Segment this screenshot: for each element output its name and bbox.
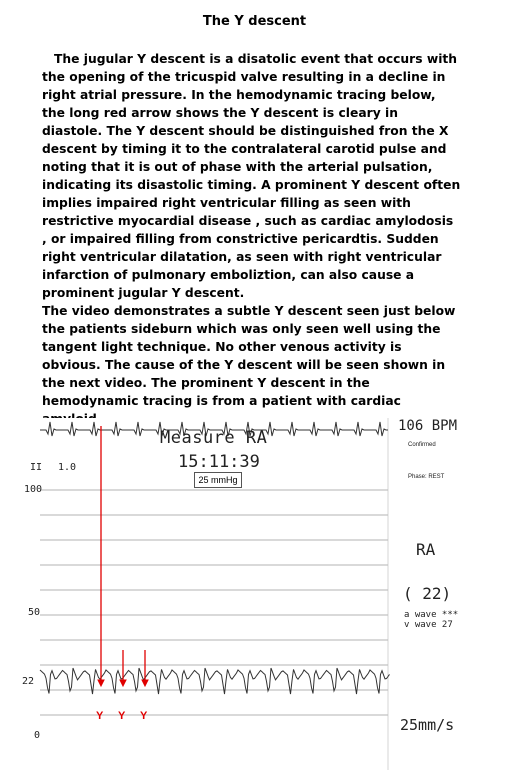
y-descent-arrowhead xyxy=(98,680,104,686)
y-descent-arrowhead xyxy=(120,680,126,686)
confirmed-label: Confirmed xyxy=(408,442,436,448)
y-marker: Y xyxy=(140,710,148,722)
sweep-speed: 25mm/s xyxy=(400,716,455,734)
y-descent-arrows xyxy=(98,426,148,686)
a-wave-value: a wave *** xyxy=(404,610,459,620)
y-marker: Y xyxy=(96,710,104,722)
channel-label: RA xyxy=(416,540,436,559)
axis-label-0: 0 xyxy=(34,730,41,741)
paragraph-video: The video demonstrates a subtle Y descent seen just below the patients sideburn which was only seen well using the tangent light technique. No other venous activity is obvious. The cause of the Y descent will be seen shown in the next video. The prominent Y descent in the hemodynamic tracing is from a patient with cardiac xyxy=(42,304,456,408)
scale-box: 25 mmHg xyxy=(194,472,242,488)
y-descent-arrowhead xyxy=(142,680,148,686)
hemodynamic-tracing xyxy=(18,418,470,770)
y-marker: Y xyxy=(118,710,126,722)
clock-time: 15:11:39 xyxy=(178,452,260,472)
gain-label: 1.0 xyxy=(58,462,77,473)
axis-label-22: 22 xyxy=(22,676,35,687)
mean-pressure: ( 22) xyxy=(403,584,452,603)
axis-label-50: 50 xyxy=(28,607,41,618)
heart-rate: 106 BPM xyxy=(398,418,458,434)
lead-label: II xyxy=(30,462,43,473)
axis-label-100: 100 xyxy=(24,484,43,495)
phase-label: Phase: REST xyxy=(408,474,445,480)
page-title: The Y descent xyxy=(202,14,307,29)
paragraph-intro: The jugular Y descent is a disatolic event that occurs with the opening of the tricuspid valve resulting in a decline in right atrial pressure. In the hemodynamic tracing below, the long red arrow shows the Y descent is cleary in diastole. The Y descent should be distinguished fron the X descent by timing it to the contralateral carotid pulse and noting that it is out of phase with the arterial pulsation, indicating its disastolic timing. A prominent Y descent often implies impaired right ventricular filling as seen with restrictive myocardial disease , such as cardiac amylodosis , or impaired filling from constrictive pericardtis. Sudden right ventricular dilatation, as seen with right ventricular infarction of pulmonary emboliztion, can also cause a prominent jugular Y descent. xyxy=(42,52,461,300)
v-wave-value: v wave 27 xyxy=(404,620,453,630)
measure-label: Measure RA xyxy=(160,428,268,448)
